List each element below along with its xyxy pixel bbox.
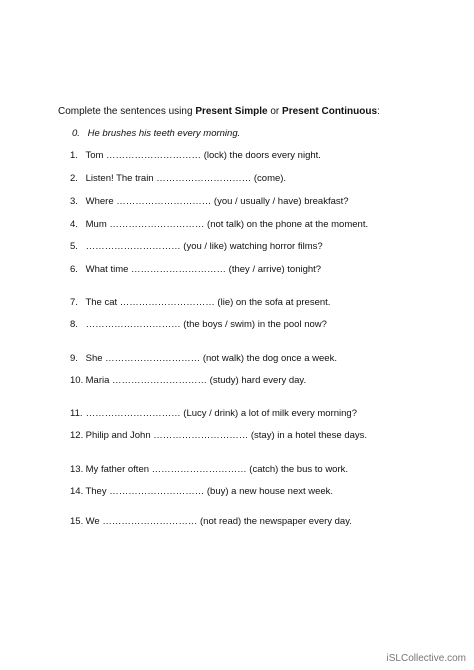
item-text: The cat ………………………… (lie) on the sofa at present. bbox=[85, 297, 331, 308]
exercise-item-1 bbox=[70, 150, 321, 162]
exercise-item-3 bbox=[70, 196, 349, 208]
item-number: 12. bbox=[70, 430, 84, 441]
item-text: Maria ………………………… (study) hard every day. bbox=[85, 375, 307, 386]
example-sentence bbox=[72, 128, 240, 140]
exercise-item-4 bbox=[70, 219, 368, 231]
item-number: 15. bbox=[70, 516, 84, 527]
exercise-item-2 bbox=[70, 173, 286, 185]
item-text: ………………………… (the boys / swim) in the pool now? bbox=[85, 319, 327, 330]
item-number: 6. bbox=[70, 264, 78, 275]
item-text: What time ………………………… (they / arrive) tonight? bbox=[85, 264, 322, 275]
exercise-item-6 bbox=[70, 264, 321, 276]
item-text: Mum ………………………… (not talk) on the phone at the moment. bbox=[85, 219, 369, 230]
exercise-item-5 bbox=[70, 241, 323, 253]
exercise-item-8 bbox=[70, 319, 327, 331]
item-text: My father often ………………………… (catch) the bus to work. bbox=[85, 464, 349, 475]
item-number: 3. bbox=[70, 196, 78, 207]
site-watermark: iSLCollective.com bbox=[386, 653, 466, 664]
item-text: Philip and John ………………………… (stay) in a hotel these days. bbox=[85, 430, 368, 441]
item-text: We ………………………… (not read) the newspaper every day. bbox=[85, 516, 352, 527]
item-text: Tom ………………………… (lock) the doors every night. bbox=[85, 150, 321, 161]
item-number: 11. bbox=[70, 408, 83, 419]
exercise-item-15 bbox=[70, 516, 352, 528]
item-text: Where ………………………… (you / usually / have) breakfast? bbox=[85, 196, 349, 207]
item-number: 10. bbox=[70, 375, 84, 386]
item-number: 5. bbox=[70, 241, 78, 252]
exercise-item-14 bbox=[70, 486, 333, 498]
item-text: Listen! The train ………………………… (come). bbox=[85, 173, 287, 184]
exercise-item-10 bbox=[70, 375, 306, 387]
instruction-part1: Complete the sentences using bbox=[58, 106, 196, 117]
exercise-item-13 bbox=[70, 464, 348, 476]
example-number: 0. bbox=[72, 128, 80, 139]
item-text: ………………………… (Lucy / drink) a lot of milk every morning? bbox=[85, 408, 357, 419]
item-text: They ………………………… (buy) a new house next week. bbox=[85, 486, 334, 497]
item-number: 9. bbox=[70, 353, 78, 364]
exercise-item-9 bbox=[70, 353, 337, 365]
instruction-text bbox=[58, 106, 380, 117]
instruction-part3: : bbox=[377, 106, 380, 117]
instruction-part2: or bbox=[267, 106, 283, 117]
item-number: 7. bbox=[70, 297, 78, 308]
item-number: 13. bbox=[70, 464, 84, 475]
item-text: ………………………… (you / like) watching horror films? bbox=[85, 241, 323, 252]
item-text: She ………………………… (not walk) the dog once a week. bbox=[85, 353, 337, 364]
instruction-bold-present-simple: Present Simple bbox=[195, 106, 268, 117]
item-number: 4. bbox=[70, 219, 78, 230]
instruction-bold-present-continuous: Present Continuous bbox=[282, 106, 378, 117]
item-number: 14. bbox=[70, 486, 84, 497]
exercise-item-7 bbox=[70, 297, 330, 309]
exercise-item-12 bbox=[70, 430, 367, 442]
item-number: 2. bbox=[70, 173, 78, 184]
exercise-item-11 bbox=[70, 408, 357, 420]
item-number: 1. bbox=[70, 150, 78, 161]
example-text: He brushes his teeth every morning. bbox=[87, 128, 241, 139]
item-number: 8. bbox=[70, 319, 78, 330]
